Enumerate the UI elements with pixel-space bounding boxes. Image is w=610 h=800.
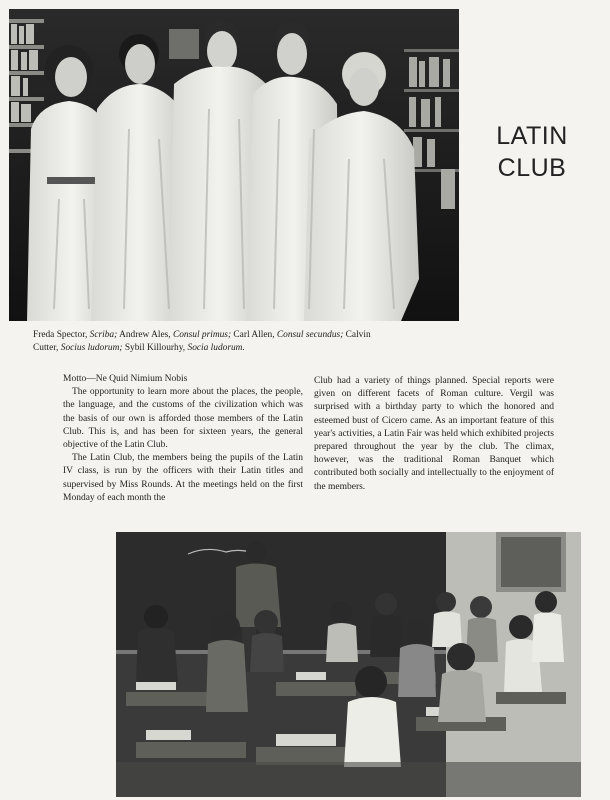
motto: Motto—Ne Quid Nimium Nobis — [63, 374, 188, 384]
page-title — [492, 120, 572, 184]
caption-name: Andrew Ales, — [117, 330, 173, 340]
classroom-photo — [116, 532, 581, 797]
caption-role: Consul secundus; — [276, 330, 344, 340]
officers-photo-image — [9, 9, 459, 321]
classroom-photo-image — [116, 532, 581, 797]
caption-name: Calvin Cutter, — [33, 330, 371, 353]
article-paragraph: The Latin Club, the members being the pupils of the Latin IV class, is run by the officers with their Latin titles and supervised by Miss Rounds. At the meetings held on the first Monday of each month the — [63, 453, 303, 503]
article-paragraph: The opportunity to learn more about the places, the people, the language, and the customs of the civilization which was the basis of our own is afforded those members of the Latin Club. This is, and has been for sixteen years, the general objective of the Latin Club. — [63, 387, 303, 451]
caption-role: Consul primus; — [172, 330, 232, 340]
caption-name: Freda Spector, — [33, 330, 90, 340]
caption-role: Socius ludorum; — [60, 342, 123, 353]
article-paragraph: Club had a variety of things planned. Special reports were given on different facets of Roman culture. Vergil was surprised with a birthday party to which the honored and esteemed bust of Cicero came. As an important feature of this year's activities, a Latin Fair was held which exhibited projects prepared throughout the year by the club. The climax, however, was the traditional Roman Banquet which contributed both socially and intellectually to the enjoyment of the members. — [314, 376, 554, 492]
photo-caption — [33, 329, 383, 354]
title-line-1: LATIN — [496, 122, 568, 150]
officers-photo — [9, 9, 459, 321]
title-line-2: CLUB — [497, 154, 567, 182]
article-column-left — [63, 373, 303, 505]
caption-name: Sybil Killourhy, — [122, 342, 188, 353]
caption-role: Scriba; — [89, 330, 118, 340]
article-column-right — [314, 375, 554, 494]
caption-name: Carl Allen, — [231, 330, 277, 340]
caption-role: Socia ludorum. — [187, 342, 245, 353]
